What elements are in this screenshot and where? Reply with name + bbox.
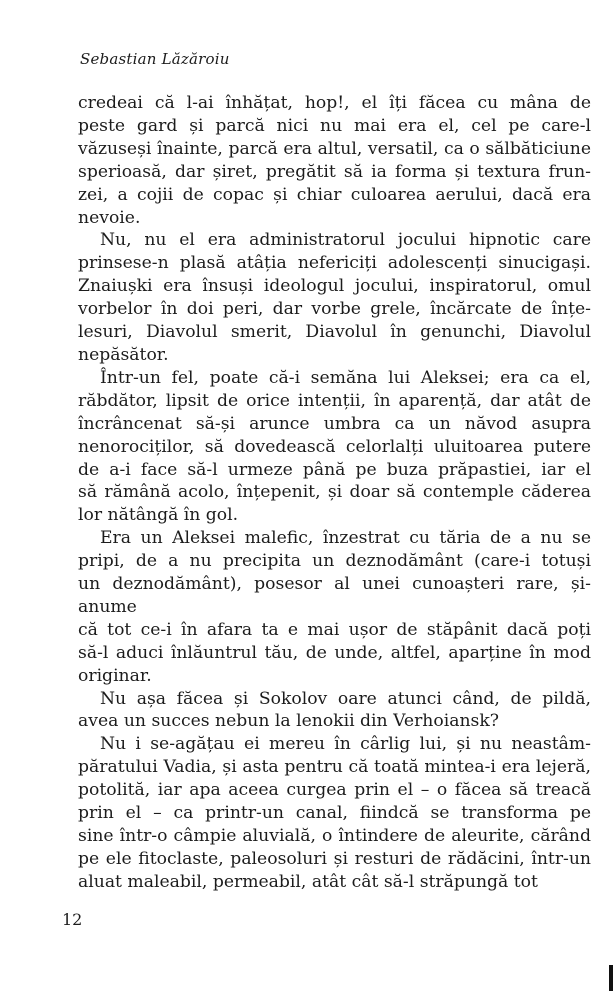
text-line: prin el – ca printr-un canal, fiindcă se transforma pe xyxy=(78,803,591,824)
text-line: credeai că l-ai înhățat, hop!, el îți făcea cu mâna de xyxy=(78,93,591,113)
text-line: vorbelor în doi peri, dar vorbe grele, încărcate de înțe- xyxy=(78,299,591,320)
text-line: potolită, iar apa aceea curgea prin el – o făcea să treacă xyxy=(78,780,591,801)
text-line: lor nătângă în gol. xyxy=(78,505,239,526)
text-line: încrâncenat să-și arunce umbra ca un năvod asupra xyxy=(78,413,591,434)
running-header-author: Sebastian Lăzăroiu xyxy=(80,50,230,68)
text-line: Era un Aleksei malefic, înzestrat cu tăria de a nu se xyxy=(100,528,591,549)
text-line: văzuseși înainte, parcă era altul, versatil, ca o sălbăticiune xyxy=(78,138,591,159)
text-line: prinsese-n plasă atâția nefericiți adolescenți sinucigași. xyxy=(78,253,591,274)
text-line: păratului Vadia, și asta pentru că toată mintea-i era lejeră, xyxy=(78,757,591,778)
text-line: nenorociților, să dovedească celorlalți uluitoarea putere xyxy=(78,436,591,457)
text-line: Într-un fel, poate că-i semăna lui Aleksei; era ca el, xyxy=(100,367,591,388)
text-line: avea un succes nebun la lenokii din Verhoiansk? xyxy=(78,711,499,732)
text-line: un deznodământ), posesor al unei cunoașteri rare, și-anume xyxy=(78,574,591,617)
text-line: Znaiușki era însuși ideologul jocului, inspiratorul, omul xyxy=(78,276,591,297)
text-line: că tot ce-i în afara ta e mai ușor de stăpânit dacă poți xyxy=(78,619,591,640)
page-number: 12 xyxy=(62,910,83,929)
text-line: aluat maleabil, permeabil, atât cât să-l străpungă tot xyxy=(78,871,538,892)
text-line: peste gard și parcă nici nu mai era el, cel pe care-l xyxy=(78,115,591,136)
text-line: să rămână acolo, înțepenit, și doar să contemple căderea xyxy=(78,482,591,503)
text-line: Nu, nu el era administratorul jocului hipnotic care xyxy=(100,230,591,251)
text-line: pripi, de a nu precipita un deznodământ (care-i totuși xyxy=(78,551,591,572)
body-text xyxy=(78,92,591,894)
text-line: răbdător, lipsit de orice intenții, în aparență, dar atât de xyxy=(78,390,591,411)
text-line: sperioasă, dar șiret, pregătit să ia forma și textura frun- xyxy=(78,161,591,182)
text-line: pe ele fitoclaste, paleosoluri și resturi de rădăcini, într-un xyxy=(78,848,591,869)
text-line: originar. xyxy=(78,665,152,686)
text-line: Nu i se-agățau ei mereu în cârlig lui, și nu neastâm- xyxy=(100,734,591,755)
text-line: să-l aduci înlăuntrul tău, de unde, altfel, aparține în mod xyxy=(78,642,591,663)
text-line: Nu așa făcea și Sokolov oare atunci când, de pildă, xyxy=(100,688,591,709)
text-line: lesuri, Diavolul smerit, Diavolul în genunchi, Diavolul xyxy=(78,322,591,343)
text-line: de a-i face să-l urmeze până pe buza prăpastiei, iar el xyxy=(78,459,591,480)
text-line: nepăsător. xyxy=(78,344,169,365)
text-line: zei, a cojii de copac și chiar culoarea aerului, dacă era xyxy=(78,184,591,205)
text-line: nevoie. xyxy=(78,207,141,228)
text-line: sine într-o câmpie aluvială, o întindere de aleurite, cărând xyxy=(78,826,591,846)
page-edge-mark xyxy=(609,965,613,991)
